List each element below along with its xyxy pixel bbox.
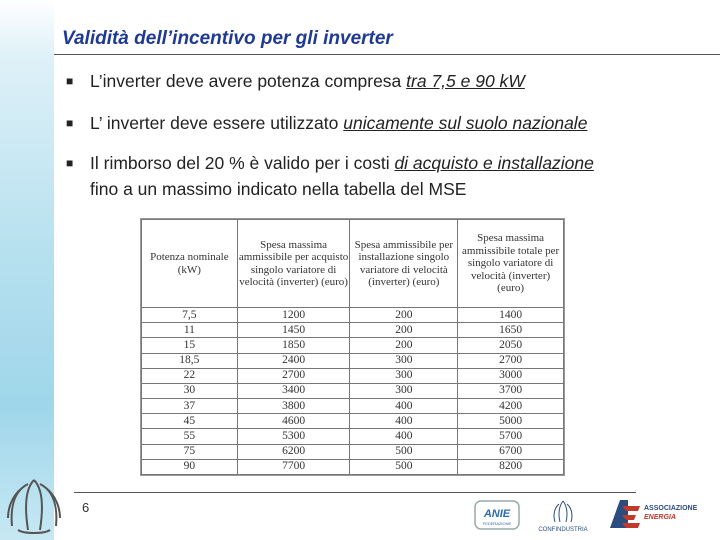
bullet-text: Il rimborso del 20 % è valido per i costi (90, 153, 395, 173)
square-bullet-icon: ■ (66, 156, 74, 170)
table-cell: 1400 (458, 308, 564, 323)
associazione-energia-logo (606, 496, 716, 532)
table-row (142, 444, 564, 459)
table-cell: 5300 (237, 429, 350, 444)
page-number: 6 (82, 500, 90, 515)
table-cell: 400 (350, 429, 458, 444)
table-cell: 400 (350, 399, 458, 414)
associazione-energia-icon (606, 496, 716, 532)
table-cell: 300 (350, 353, 458, 368)
table-cell: 200 (350, 308, 458, 323)
table-cell: 7,5 (142, 308, 238, 323)
table-row (142, 353, 564, 368)
anie-badge-icon (474, 500, 520, 530)
slide-title: Validità dell’incentivo per gli inverter (62, 28, 393, 49)
footer-divider (74, 492, 636, 493)
table-cell: 500 (350, 459, 458, 474)
table-cell: 4600 (237, 414, 350, 429)
table-cell: 8200 (458, 459, 564, 474)
table-cell: 75 (142, 444, 238, 459)
table-cell: 90 (142, 459, 238, 474)
table-cell: 55 (142, 429, 238, 444)
mse-cost-table (140, 218, 565, 476)
bullet-text: L’inverter deve avere potenza compresa (90, 71, 407, 91)
table-cell: 1450 (237, 323, 350, 338)
confindustria-eagle-logo (4, 474, 64, 536)
table-cell: 6700 (458, 444, 564, 459)
bullet-item (66, 110, 587, 136)
svg-text:ASSOCIAZIONE: ASSOCIAZIONE (644, 505, 698, 512)
table-row (142, 368, 564, 383)
table-cell: 5000 (458, 414, 564, 429)
table-cell: 7700 (237, 459, 350, 474)
bullet-continuation: fino a un massimo indicato nella tabella del MSE (90, 179, 467, 199)
bullet-emphasis: di acquisto e installazione (394, 153, 594, 173)
title-divider (54, 54, 720, 55)
column-header: Spesa massima ammissibile totale per singolo variatore di velocità (inverter) (euro) (458, 220, 564, 308)
column-header: Spesa massima ammissibile per acquisto singolo variatore di velocità (inverter) (euro) (237, 220, 350, 308)
column-header: Potenza nominale (kW) (142, 220, 238, 308)
table-cell: 3800 (237, 399, 350, 414)
table-cell: 200 (350, 323, 458, 338)
table-cell: 22 (142, 368, 238, 383)
bullet-emphasis: unicamente sul suolo nazionale (343, 113, 588, 133)
table-row (142, 414, 564, 429)
table-cell: 37 (142, 399, 238, 414)
table-cell: 4200 (458, 399, 564, 414)
table-row (142, 383, 564, 398)
table-cell: 1200 (237, 308, 350, 323)
bullet-text: L’ inverter deve essere utilizzato (90, 113, 344, 133)
table-cell: 400 (350, 414, 458, 429)
table-cell: 3700 (458, 383, 564, 398)
table-cell: 3000 (458, 368, 564, 383)
table-cell: 2700 (458, 353, 564, 368)
confindustria-logo (532, 498, 594, 534)
table-row (142, 399, 564, 414)
table-cell: 1650 (458, 323, 564, 338)
table-cell: 5700 (458, 429, 564, 444)
table-cell: 2400 (237, 353, 350, 368)
table-cell: 18,5 (142, 353, 238, 368)
anie-logo (474, 500, 520, 530)
table-row (142, 308, 564, 323)
bullet-emphasis: tra 7,5 e 90 kW (406, 71, 525, 91)
table-cell: 500 (350, 444, 458, 459)
table-cell: 300 (350, 383, 458, 398)
table-cell: 11 (142, 323, 238, 338)
table-cell: 6200 (237, 444, 350, 459)
table-row (142, 338, 564, 353)
table-row (142, 459, 564, 474)
svg-text:CONFINDUSTRIA: CONFINDUSTRIA (538, 527, 588, 533)
table-cell: 200 (350, 338, 458, 353)
bullet-item (66, 68, 525, 94)
table-row (142, 323, 564, 338)
table-cell: 300 (350, 368, 458, 383)
table-row (142, 429, 564, 444)
square-bullet-icon: ■ (66, 74, 74, 88)
svg-text:FEDERAZIONE: FEDERAZIONE (482, 521, 512, 526)
table-cell: 30 (142, 383, 238, 398)
table-cell: 45 (142, 414, 238, 429)
svg-text:ENERGIA: ENERGIA (644, 514, 676, 521)
svg-text:ANIE: ANIE (483, 508, 511, 520)
sidebar-band (0, 0, 54, 540)
square-bullet-icon: ■ (66, 116, 74, 130)
table-cell: 2050 (458, 338, 564, 353)
table-cell: 3400 (237, 383, 350, 398)
column-header: Spesa ammissibile per installazione singolo variatore di velocità (inverter) (euro) (350, 220, 458, 308)
bullet-item (66, 150, 594, 202)
table-cell: 15 (142, 338, 238, 353)
confindustria-mark-icon (532, 498, 594, 534)
table-cell: 2700 (237, 368, 350, 383)
table-cell: 1850 (237, 338, 350, 353)
